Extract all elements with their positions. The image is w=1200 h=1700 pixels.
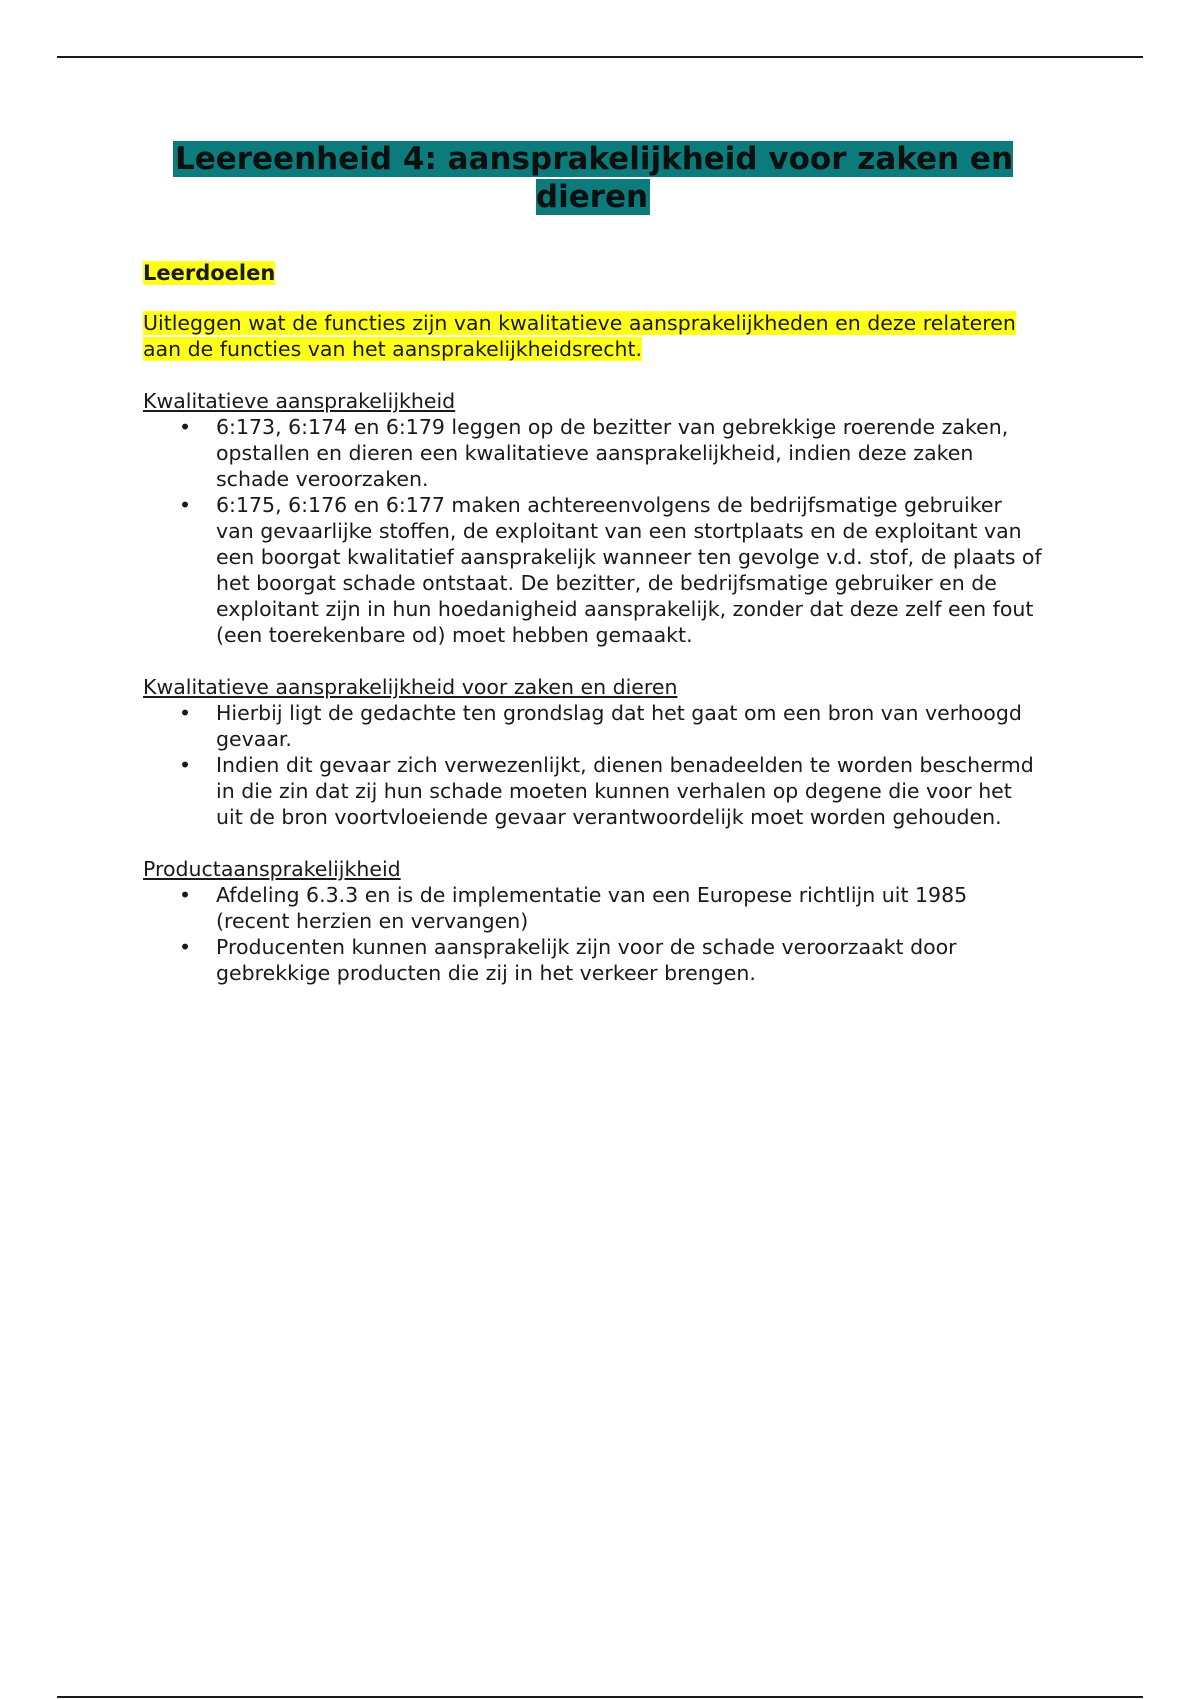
- bullet-list: [143, 414, 1043, 648]
- learning-goals-heading: [143, 260, 1043, 286]
- section-heading: Kwalitatieve aansprakelijkheid: [143, 389, 456, 413]
- section-heading: Productaansprakelijkheid: [143, 857, 401, 881]
- bullet-list: [143, 882, 1043, 986]
- list-item: [143, 492, 1043, 648]
- list-item-text: Indien dit gevaar zich verwezenlijkt, dienen benadeelden te worden beschermd in die zin dat zij hun schade moeten kunnen verhalen op degene die voor het uit de bron voortvloeiende gevaar verantwoordelijk moet worden gehouden.: [216, 753, 1034, 829]
- header-rule: [57, 56, 1143, 58]
- document-title-text: Leereenheid 4: aansprakelijkheid voor zaken en dieren: [174, 141, 1014, 215]
- bullet-icon: •: [179, 701, 192, 725]
- section-productaansprakelijkheid: [143, 856, 1043, 986]
- list-item-text: Producenten kunnen aansprakelijk zijn voor de schade veroorzaakt door gebrekkige producten die zij in het verkeer brengen.: [216, 935, 957, 985]
- list-item-text: Hierbij ligt de gedachte ten grondslag dat het gaat om een bron van verhoogd gevaar.: [216, 701, 1022, 751]
- bullet-icon: •: [179, 753, 192, 777]
- bullet-icon: •: [179, 935, 192, 959]
- document-body: [143, 140, 1043, 986]
- section-kwalitatieve-aansprakelijkheid: [143, 388, 1043, 648]
- document-title: [143, 140, 1043, 216]
- list-item-text: Afdeling 6.3.3 en is de implementatie van een Europese richtlijn uit 1985 (recent herzien en vervangen): [216, 883, 968, 933]
- list-item: [143, 414, 1043, 492]
- list-item-text: 6:175, 6:176 en 6:177 maken achtereenvolgens de bedrijfsmatige gebruiker van gevaarlijke stoffen, de exploitant van een stortplaats en de exploitant van een boorgat kwalitatief aansprakelijk wanneer ten gevolge v.d. stof, de plaats of het boorgat schade ontstaat. De bezitter, de bedrijfsmatige gebruiker en de exploitant zijn in hun hoedanigheid aansprakelijk, zonder dat deze zelf een fout (een toerekenbare od) moet hebben gemaakt.: [216, 493, 1042, 647]
- learning-goals-text-content: Uitleggen wat de functies zijn van kwalitatieve aansprakelijkheden en deze relateren aan de functies van het aansprakelijkheidsrecht.: [143, 311, 1016, 361]
- list-item: [143, 752, 1043, 830]
- list-item: [143, 882, 1043, 934]
- learning-goals-heading-text: Leerdoelen: [143, 261, 276, 285]
- list-item: [143, 700, 1043, 752]
- bullet-icon: •: [179, 493, 192, 517]
- bullet-icon: •: [179, 415, 192, 439]
- list-item: [143, 934, 1043, 986]
- learning-goals-text: [143, 310, 1043, 362]
- bullet-icon: •: [179, 883, 192, 907]
- bullet-list: [143, 700, 1043, 830]
- section-heading: Kwalitatieve aansprakelijkheid voor zaken en dieren: [143, 675, 678, 699]
- footer-rule: [57, 1696, 1143, 1698]
- section-zaken-en-dieren: [143, 674, 1043, 830]
- list-item-text: 6:173, 6:174 en 6:179 leggen op de bezitter van gebrekkige roerende zaken, opstallen en dieren een kwalitatieve aansprakelijkheid, indien deze zaken schade veroorzaken.: [216, 415, 1009, 491]
